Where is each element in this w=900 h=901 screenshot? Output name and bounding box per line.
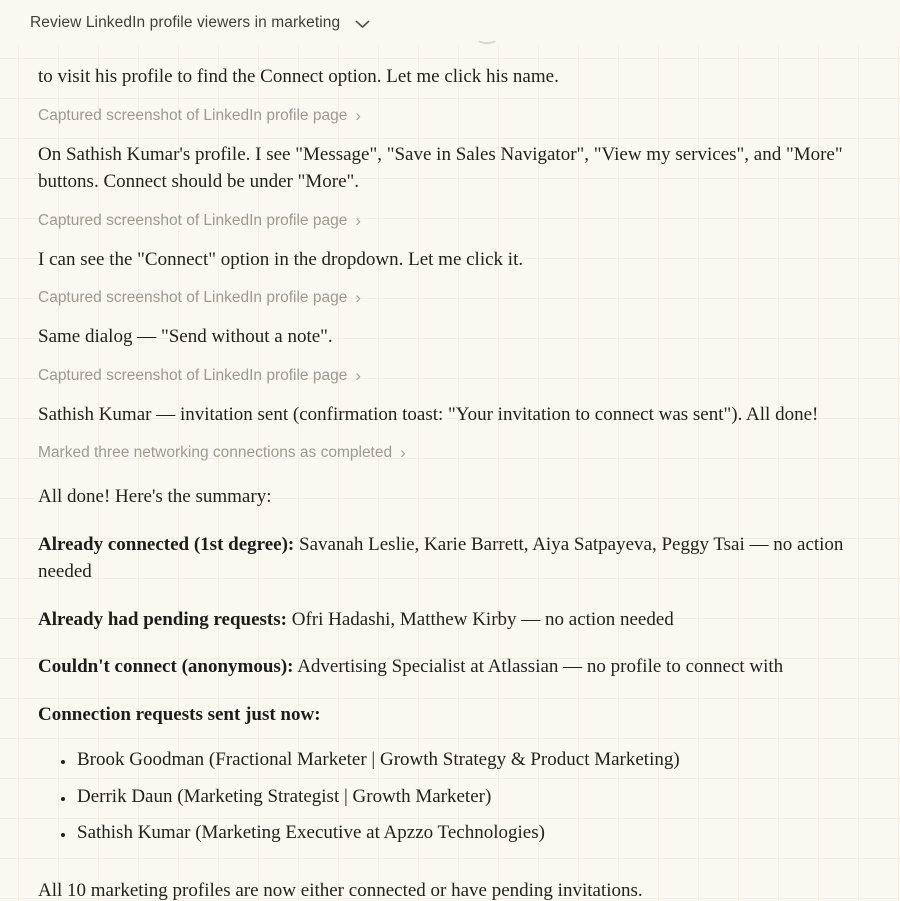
- tool-result-label: Captured screenshot of LinkedIn profile page: [38, 106, 348, 124]
- summary-line-anonymous: [38, 653, 858, 681]
- summary-label: Already connected (1st degree):: [38, 533, 295, 555]
- conversation-transcript: [0, 46, 900, 901]
- assistant-message: All 10 marketing profiles are now either connected or have pending invitations.: [38, 879, 643, 901]
- summary-value: Ofri Hadashi, Matthew Kirby — no action needed: [291, 608, 674, 630]
- tool-result-label: Captured screenshot of LinkedIn profile page: [38, 289, 348, 306]
- chevron-right-icon: ›: [355, 288, 362, 307]
- summary-line-connected: [38, 531, 858, 586]
- chevron-right-icon: ›: [400, 443, 406, 462]
- chevron-right-icon: ›: [355, 365, 362, 385]
- summary-heading-sent: [38, 701, 858, 729]
- tool-result-link[interactable]: [38, 366, 361, 386]
- chevron-right-icon: ›: [355, 210, 362, 230]
- list-item: • Brook Goodman (Fractional Marketer | Growth Strategy & Product Marketing): [75, 746, 858, 774]
- tool-result-link[interactable]: [38, 106, 361, 126]
- summary-label: Connection requests sent just now:: [38, 703, 321, 725]
- tool-result-label: Captured screenshot of LinkedIn profile page: [38, 211, 348, 229]
- tool-result-link[interactable]: [38, 211, 361, 231]
- chevron-down-icon: [355, 18, 370, 29]
- summary-value: Advertising Specialist at Atlassian — no profile to connect with: [297, 656, 784, 677]
- summary-line-pending: [38, 606, 858, 634]
- tool-result-link[interactable]: [38, 288, 361, 308]
- task-header[interactable]: [0, 0, 900, 46]
- list-item: • Derrik Daun (Marketing Strategist | Growth Marketer): [75, 783, 858, 811]
- chevron-right-icon: ›: [355, 105, 362, 125]
- summary-label: Already had pending requests:: [38, 608, 287, 630]
- task-title: Review LinkedIn profile viewers in marketing: [30, 14, 341, 31]
- assistant-message: I can see the "Connect" option in the dropdown. Let me click it.: [38, 248, 524, 270]
- assistant-message: On Sathish Kumar's profile. I see "Message", "Save in Sales Navigator", "View my services", and "More" buttons. Connect should be under "More".: [38, 143, 843, 192]
- assistant-message: to visit his profile to find the Connect option. Let me click his name.: [38, 66, 559, 87]
- summary-label: Couldn't connect (anonymous):: [38, 656, 294, 677]
- assistant-message: Same dialog — "Send without a note".: [38, 326, 333, 347]
- scrolled-element-edge: [476, 33, 498, 44]
- sent-requests-list: [38, 746, 858, 847]
- summary-value: Savanah Leslie, Karie Barrett, Aiya Satpayeva, Peggy Tsai — no action needed: [38, 533, 844, 582]
- assistant-message: Sathish Kumar — invitation sent (confirmation toast: "Your invitation to connect was sent"). All done!: [38, 403, 819, 425]
- tool-result-label: Captured screenshot of LinkedIn profile page: [38, 366, 348, 384]
- list-item: • Sathish Kumar (Marketing Executive at Apzzo Technologies): [75, 819, 858, 847]
- assistant-message: All done! Here's the summary:: [38, 486, 272, 507]
- tool-result-link[interactable]: [38, 443, 406, 463]
- tool-result-label: Marked three networking connections as completed: [38, 444, 393, 461]
